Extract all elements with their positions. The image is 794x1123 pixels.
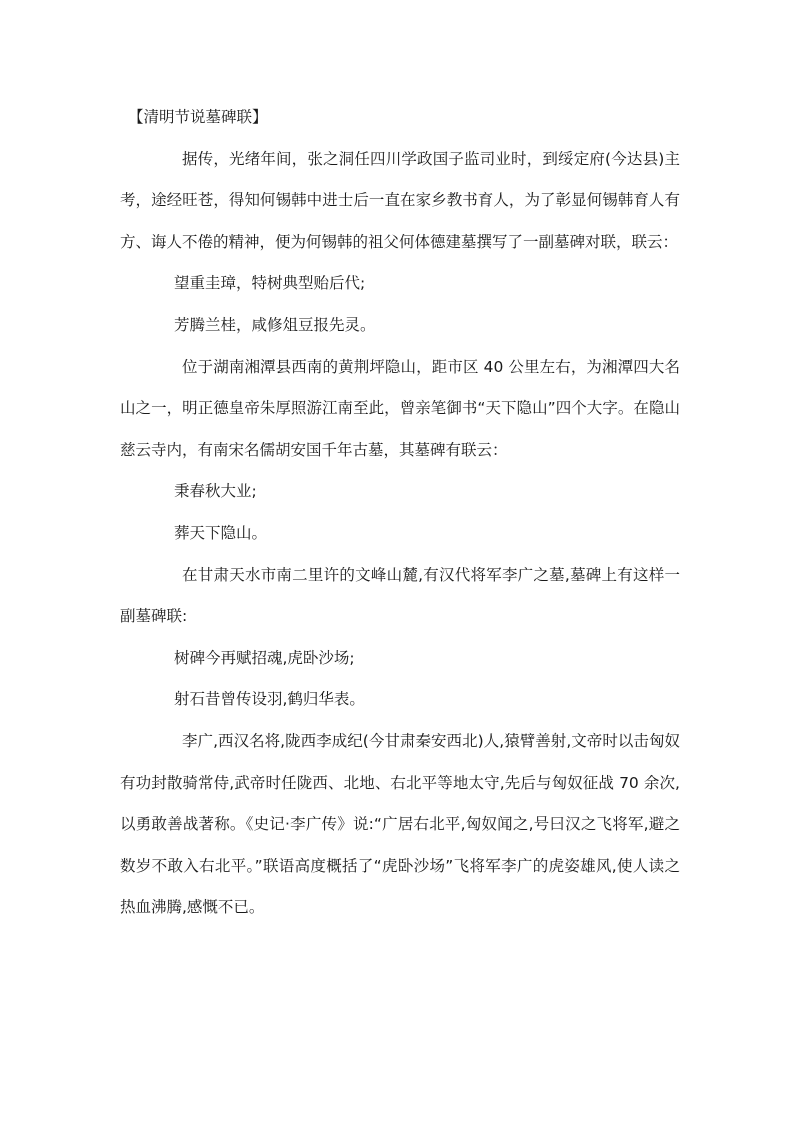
document-body	[120, 97, 680, 929]
couplet-line-6: 射石昔曾传设羽,鹤归华表。	[174, 690, 365, 709]
couplet-line-1: 望重圭璋，特树典型贻后代;	[174, 274, 366, 293]
paragraph-li-guang-tomb: 在甘肃天水市南二里许的文峰山麓,有汉代将军李广之墓,墓碑上有这样一副墓碑联:	[120, 565, 680, 626]
couplet-line-4: 葬天下隐山。	[174, 523, 268, 542]
document-title: 【清明节说墓碑联】	[128, 108, 268, 126]
couplet-line-2: 芳腾兰桂，咸修俎豆报先灵。	[174, 315, 376, 334]
paragraph-zhang-zhidong: 据传，光绪年间，张之洞任四川学政国子监司业时，到绥定府(今达县)主考，途经旺苍，得知何锡韩中进士后一直在家乡教书育人，为了彰显何锡韩育人有方、诲人不倦的精神，便为何锡韩的祖父何体德建墓撰写了一副墓碑对联，联云：	[120, 149, 680, 251]
couplet-line-3: 秉春秋大业;	[174, 482, 257, 501]
couplet-line-5: 树碑今再赋招魂,虎卧沙场;	[174, 648, 355, 667]
paragraph-yinshan: 位于湖南湘潭县西南的黄荆坪隐山，距市区 40 公里左右，为湘潭四大名山之一，明正德皇帝朱厚照游江南至此，曾亲笔御书“天下隐山”四个大字。在隐山慈云寺内，有南宋名儒胡安国千年古墓，其墓碑有联云：	[120, 357, 680, 459]
paragraph-li-guang-bio: 李广,西汉名将,陇西李成纪(今甘肃秦安西北)人,猿臂善射,文帝时以击匈奴有功封散骑常侍,武帝时任陇西、北地、右北平等地太守,先后与匈奴征战 70 余次,以勇敢善战著称。《史记·李广传》说:“广居右北平,匈奴闻之,号曰汉之飞将军,避之数岁不敢入右北平。”联语高度概括了“虎卧沙场”飞将军李广的虎姿雄风,使人读之热血沸腾,感慨不已。	[120, 731, 680, 917]
